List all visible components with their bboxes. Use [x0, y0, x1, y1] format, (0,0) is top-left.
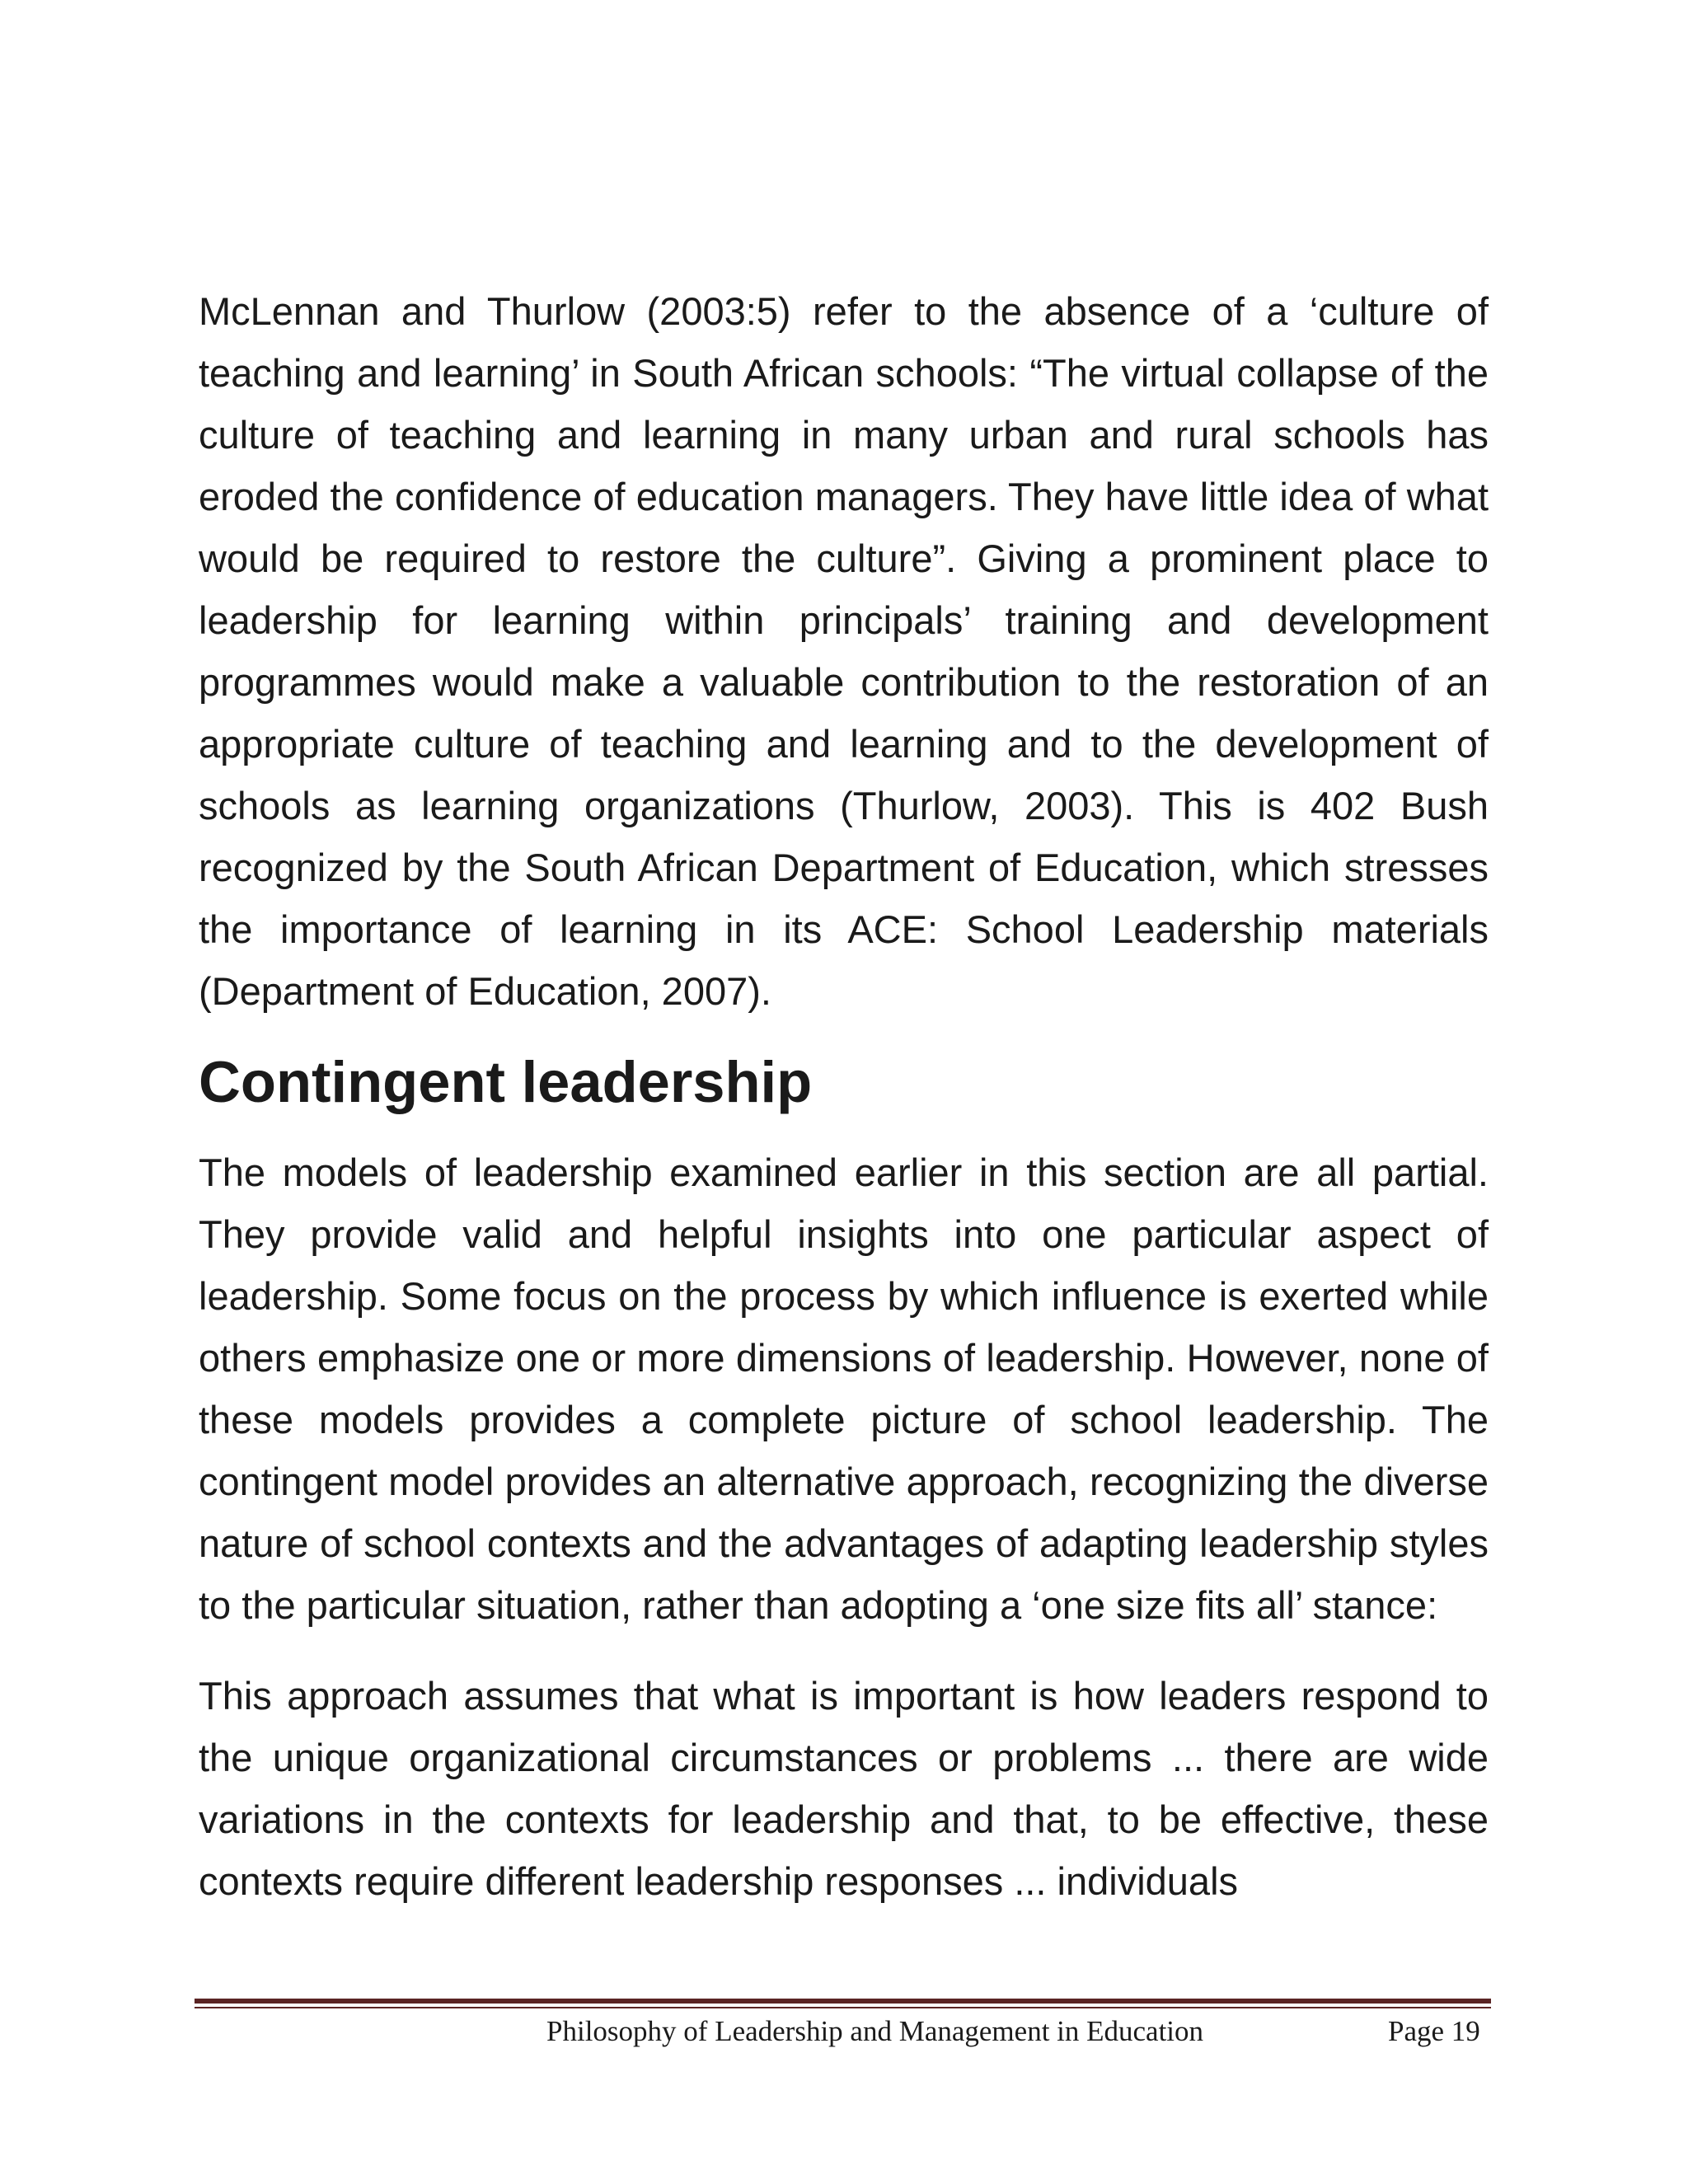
section-heading: Contingent leadership [199, 1049, 813, 1114]
paragraph-culture-of-teaching: McLennan and Thurlow (2003:5) refer to the absence of a ‘culture of teaching and learning’ in South African schools: “The virtual collapse of the culture of teaching and learning in many urban and rural schools has eroded the confidence of education managers. They have little idea of what would be required to restore the culture”. Giving a prominent place to leadership for learning within principals’ training and development programmes would make a valuable contribution to the restoration of an appropriate culture of teaching and learning and to the development of schools as learning organizations (Thurlow, 2003). This is 402 Bush recognized by the South African Department of Education, which stresses the importance of learning in its ACE: School Leadership materials (Department of Education, 2007). [199, 289, 1489, 1013]
footer-rule-thin [195, 2007, 1491, 2008]
paragraph-quote-approach: This approach assumes that what is important is how leaders respond to the unique organizational circumstances or problems ... there are wide variations in the contexts for leadership and that, to be effective, these contexts require different leadership responses ... individuals [199, 1674, 1489, 1903]
page-number: Page 19 [1388, 2015, 1480, 2047]
page-body [199, 280, 1489, 1912]
paragraph-contingent-models: The models of leadership examined earlier in this section are all partial. They provide valid and helpful insights into one particular aspect of leadership. Some focus on the process by which influence is exerted while others emphasize one or more dimensions of leadership. However, none of these models provides a complete picture of school leadership. The contingent model provides an alternative approach, recognizing the diverse nature of school contexts and the advantages of adapting leadership styles to the particular situation, rather than adopting a ‘one size fits all’ stance: [199, 1151, 1489, 1627]
footer-title: Philosophy of Leadership and Management in Education [546, 2015, 1204, 2047]
footer-rule-thick [195, 1999, 1491, 2004]
